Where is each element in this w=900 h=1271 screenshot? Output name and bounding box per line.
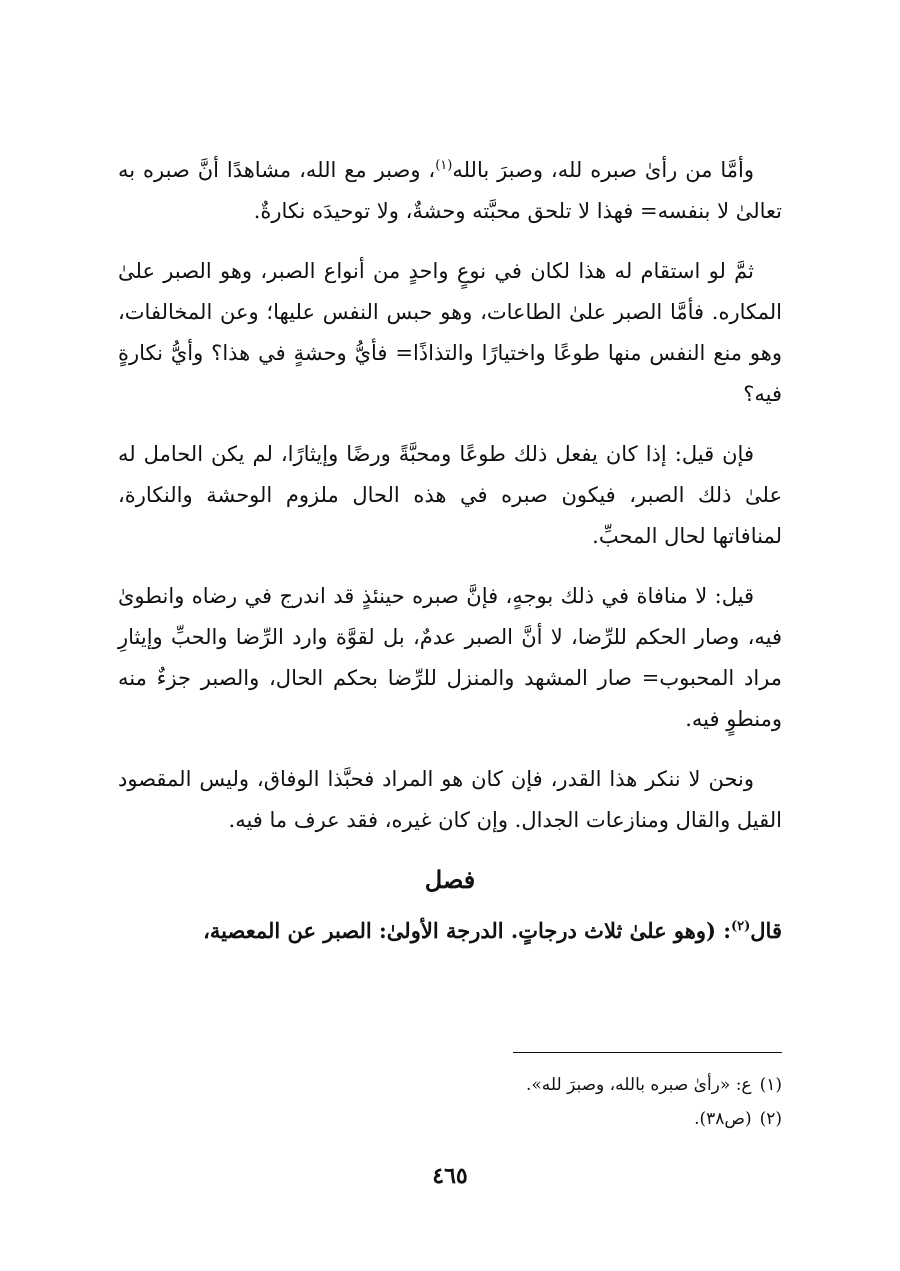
paragraph-2: ثمَّ لو استقام له هذا لكان في نوعٍ واحدٍ من أنواع الصبر، وهو الصبر علىٰ المكاره. فأمَّا الصبر علىٰ الطاعات، وهو حبس النفس عليها؛ وعن المخالفات، وهو منع النفس منها طوعًا واختيارًا والتذاذًا= فأيُّ وحشةٍ في هذا؟ وأيُّ نكارةٍ فيه؟ xyxy=(118,259,782,406)
paragraph-4: قيل: لا منافاة في ذلك بوجهٍ، فإنَّ صبره حينئذٍ قد اندرج في رضاه وانطوىٰ فيه، وصار الحكم للرِّضا، لا أنَّ الصبر عدمٌ، بل لقوَّة وارد الرِّضا والحبِّ وإيثارِ مراد المحبوب= صار المشهد والمنزل للرِّضا بحكم الحال، والصبر جزءٌ منه ومنطوٍ فيه. xyxy=(118,584,782,731)
quote-line xyxy=(118,910,782,951)
footnote-ref-1[interactable]: (١) xyxy=(435,158,453,173)
quote-lead: قال xyxy=(750,918,782,943)
footnote-2-number: (٢) xyxy=(759,1109,782,1129)
footnote-divider xyxy=(513,1052,782,1053)
footnote-ref-2[interactable]: (٢) xyxy=(731,919,751,934)
quote-rest: : (وهو علىٰ ثلاث درجاتٍ. الدرجة الأولىٰ: الصبر عن المعصية، xyxy=(203,918,731,943)
paragraph-1 xyxy=(118,150,782,232)
footnote-1-text: ع: «رأىٰ صبره بالله، وصبرَ لله». xyxy=(525,1075,752,1095)
footnote-1-number: (١) xyxy=(759,1075,782,1095)
footnote-1 xyxy=(118,1068,782,1102)
main-text-body xyxy=(118,150,782,951)
page-number: ٤٦٥ xyxy=(432,1163,468,1189)
section-heading: فصل xyxy=(424,865,476,894)
footnotes-section xyxy=(118,1068,782,1136)
footnote-2 xyxy=(118,1102,782,1136)
paragraph-5: ونحن لا ننكر هذا القدر، فإن كان هو المراد فحبَّذا الوفاق، وليس المقصود القيل والقال ومنازعات الجدال. وإن كان غيره، فقد عرف ما فيه. xyxy=(118,767,782,832)
footnote-2-text: (ص٣٨). xyxy=(694,1109,752,1129)
paragraph-3: فإن قيل: إذا كان يفعل ذلك طوعًا ومحبَّةً ورضًا وإيثارًا، لم يكن الحامل له علىٰ ذلك الصبر، فيكون صبره في هذه الحال ملزوم الوحشة والنكارة، لمنافاتها لحال المحبِّ. xyxy=(118,442,782,548)
paragraph-1-before: وأمَّا من رأىٰ صبره لله، وصبرَ بالله xyxy=(452,158,755,182)
paragraph-1-after: ، وصبر مع الله، مشاهدًا أنَّ صبره به تعالىٰ لا بنفسه= فهذا لا تلحق محبَّته وحشةٌ، ولا توحيدَه نكارةٌ. xyxy=(118,158,782,223)
